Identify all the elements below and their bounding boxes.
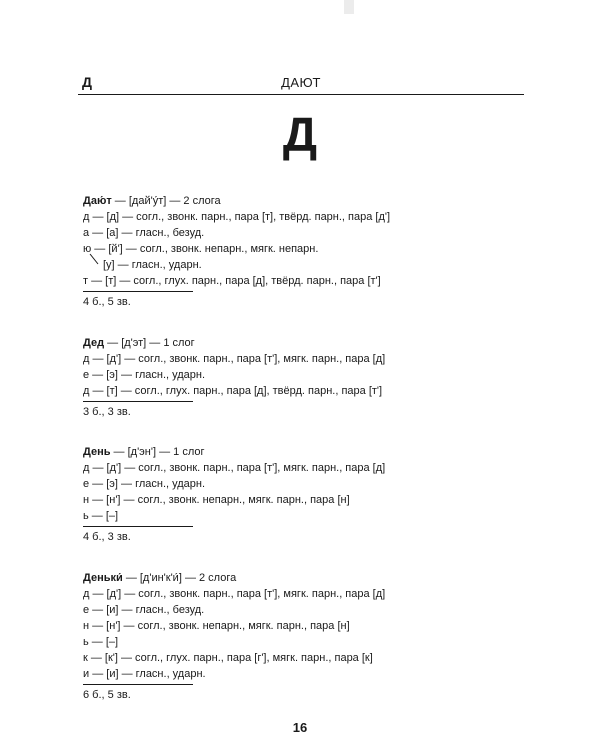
letter-analysis-line: ь — [–] <box>83 636 119 648</box>
top-edge-mark <box>344 0 354 14</box>
running-header <box>78 74 524 94</box>
entry-headline <box>83 193 503 209</box>
header-letter: Д <box>82 74 92 90</box>
letter-analysis-line: к — [к'] — согл., глух. парн., пара [г'], мягк. парн., пара [к] <box>83 652 373 664</box>
entry-transcription: — [д'эт] — 1 слог <box>104 337 195 349</box>
summary-rule <box>83 526 193 527</box>
letter-analysis-line: д — [т] — согл., глух. парн., пара [д], твёрд. парн., пара [т'] <box>83 385 383 397</box>
branch-connector-icon <box>89 253 99 265</box>
letter-analysis-line: а — [а] — гласн., безуд. <box>83 227 205 239</box>
entry-total: 6 б., 5 зв. <box>83 689 131 701</box>
page-number: 16 <box>292 720 308 735</box>
letter-analysis-line: е — [и] — гласн., безуд. <box>83 604 205 616</box>
entry-den <box>83 444 503 546</box>
entry-word: День <box>83 446 111 458</box>
letter-analysis-line: и — [и] — гласн., ударн. <box>83 668 206 680</box>
summary-rule <box>83 684 193 685</box>
summary-rule <box>83 401 193 402</box>
letter-analysis-line: д — [д'] — согл., звонк. парн., пара [т'], мягк. парн., пара [д] <box>83 462 386 474</box>
header-rule <box>78 94 524 95</box>
letter-analysis-line: т — [т] — согл., глух. парн., пара [д], твёрд. парн., пара [т'] <box>83 275 381 287</box>
letter-analysis-line: н — [н'] — согл., звонк. непарн., мягк. парн., пара [н] <box>83 620 350 632</box>
entry-word: Даю́т <box>83 195 112 207</box>
entry-dayut <box>83 193 503 311</box>
entry-total: 4 б., 3 зв. <box>83 531 131 543</box>
entry-denki <box>83 570 503 704</box>
section-letter: Д <box>282 109 318 162</box>
entry-headline <box>83 570 503 586</box>
header-word: ДАЮТ <box>281 75 321 90</box>
entry-transcription: — [д'ин'к'и́] — 2 слога <box>122 572 237 584</box>
entry-headline <box>83 444 503 460</box>
letter-analysis-line: е — [э] — гласн., ударн. <box>83 369 206 381</box>
entry-headline <box>83 335 503 351</box>
entry-ded <box>83 335 503 421</box>
letter-analysis-line: н — [н'] — согл., звонк. непарн., мягк. парн., пара [н] <box>83 494 350 506</box>
entry-total: 4 б., 5 зв. <box>83 296 131 308</box>
letter-analysis-line: ь — [–] <box>83 510 119 522</box>
entry-word: Деньки́ <box>83 572 123 584</box>
letter-analysis-line: ю — [й'] — согл., звонк. непарн., мягк. непарн. <box>83 243 319 255</box>
summary-rule <box>83 291 193 292</box>
subline-text: [у] — гласн., ударн. <box>103 259 202 271</box>
letter-analysis-line: д — [д'] — согл., звонк. парн., пара [т'], мягк. парн., пара [д] <box>83 588 386 600</box>
letter-analysis-line: д — [д] — согл., звонк. парн., пара [т], твёрд. парн., пара [д'] <box>83 211 391 223</box>
entry-transcription: — [дай'у́т] — 2 слога <box>111 195 221 207</box>
letter-analysis-subline <box>83 257 503 273</box>
entry-total: 3 б., 3 зв. <box>83 406 131 418</box>
entry-word: Дед <box>83 337 105 349</box>
letter-analysis-line: е — [э] — гласн., ударн. <box>83 478 206 490</box>
entry-transcription: — [д'эн'] — 1 слог <box>110 446 205 458</box>
letter-analysis-line: д — [д'] — согл., звонк. парн., пара [т'], мягк. парн., пара [д] <box>83 353 386 365</box>
